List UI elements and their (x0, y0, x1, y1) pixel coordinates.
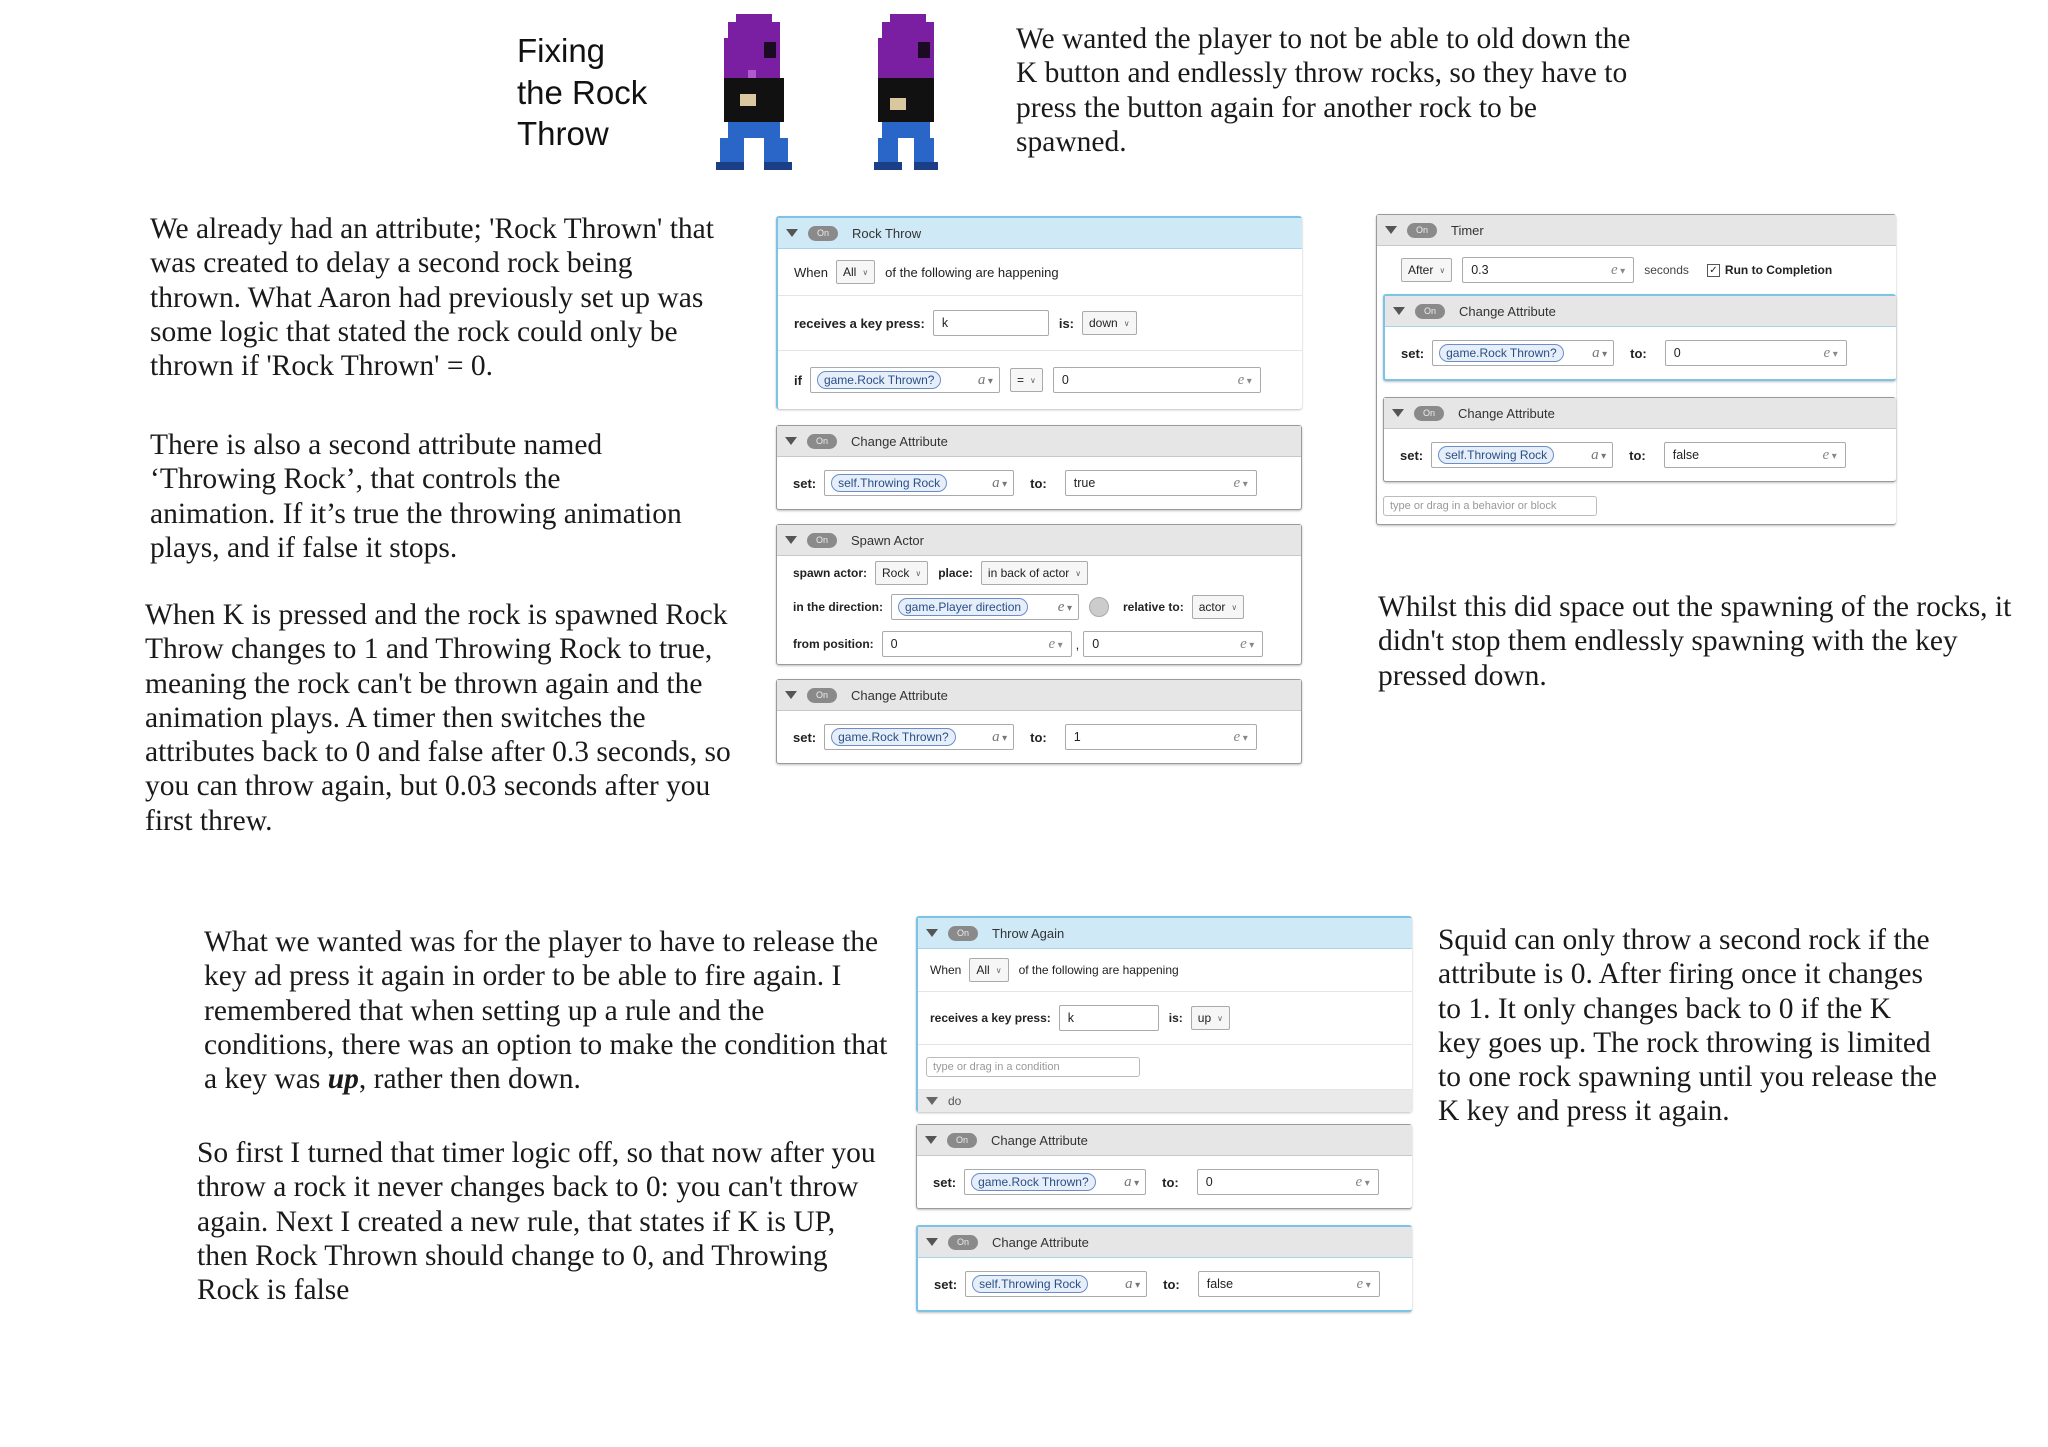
value-input[interactable] (1198, 1271, 1380, 1297)
key-condition-row (778, 296, 1302, 351)
change-attribute-behavior (1383, 397, 1896, 482)
set-label: set: (1400, 447, 1424, 463)
if-row (778, 351, 1302, 409)
value-input[interactable] (1065, 470, 1257, 496)
condition-drop-row (918, 1045, 1412, 1090)
rock-throw-rule (776, 216, 1302, 409)
behavior-drop-input[interactable]: type or drag in a behavior or block (1383, 496, 1597, 516)
collapse-triangle-icon[interactable] (926, 1238, 938, 1246)
direction-label: in the direction: (793, 600, 883, 614)
timer-body (1377, 294, 1896, 516)
key-up-text: What we wanted was for the player to have to release the key ad press it again in order to be able to fire again. I remembered that when setting up a rule and the conditions, there was an option to make the condition that a key was (204, 926, 888, 1096)
expression-icon[interactable]: e ▾ (1234, 729, 1248, 746)
title-line: the Rock (517, 73, 648, 111)
attribute-field[interactable] (1431, 442, 1613, 468)
value-text: 0 (1673, 346, 1681, 360)
squid-sprite-image (862, 14, 954, 176)
change-attribute-behavior (1383, 294, 1896, 381)
set-label: set: (793, 475, 817, 491)
do-label: do (948, 1094, 962, 1108)
key-state-select[interactable]: up ∨ (1191, 1006, 1230, 1030)
emphasis-text: up (327, 1063, 359, 1096)
comma-separator: , (1075, 636, 1080, 652)
summary-paragraph: Squid can only throw a second rock if the attribute is 0. After firing once it changes to 1. It only changes back to 0 if the K key goes up. The rock throwing is limited to one rock spawning until you release the K key and press it again. (1438, 924, 1937, 1128)
all-select[interactable]: All ∨ (836, 260, 875, 284)
behavior-header[interactable] (777, 426, 1301, 457)
set-label: set: (1401, 345, 1425, 361)
behavior-header[interactable] (1385, 296, 1896, 327)
is-label: is: (1058, 315, 1074, 331)
collapse-triangle-icon[interactable] (1393, 307, 1405, 315)
title-line: Throw (517, 115, 609, 152)
behavior-header[interactable] (1384, 398, 1896, 429)
behavior-title[interactable]: Change Attribute (1459, 303, 1556, 319)
key-up-paragraph (204, 925, 894, 1096)
to-label: to: (1629, 447, 1646, 463)
expression-icon[interactable]: e ▾ (1357, 1276, 1371, 1293)
expression-icon[interactable]: e ▾ (1356, 1174, 1370, 1191)
direction-dial-icon[interactable] (1089, 597, 1109, 617)
condition-drop-input[interactable]: type or drag in a condition (926, 1057, 1140, 1077)
position-row (777, 624, 1301, 664)
on-toggle[interactable]: On (947, 1133, 977, 1148)
direction-chip: game.Player direction (898, 598, 1028, 616)
y-value: 0 (1092, 637, 1100, 651)
set-row (1384, 429, 1896, 481)
seconds-label: seconds (1644, 263, 1689, 277)
throw-again-rule (916, 916, 1412, 1112)
when-label: When (930, 963, 962, 977)
timer-panel (1376, 214, 1896, 525)
direction-row (777, 590, 1301, 624)
when-label: When (794, 264, 828, 280)
attribute-menu-icon[interactable]: a ▾ (992, 475, 1007, 492)
set-row (918, 1258, 1412, 1310)
expression-icon[interactable]: e ▾ (1058, 599, 1072, 616)
of-following-label: of the following are happening (885, 264, 1059, 280)
if-label: if (794, 372, 802, 388)
expression-icon[interactable]: e ▾ (1240, 636, 1254, 653)
collapse-triangle-icon[interactable] (1392, 409, 1404, 417)
to-label: to: (1630, 345, 1647, 361)
value-text: 0 (1061, 373, 1069, 387)
behavior-title[interactable]: Change Attribute (851, 687, 948, 703)
set-label: set: (933, 1174, 957, 1190)
behavior-header[interactable] (918, 1227, 1412, 1258)
all-select[interactable]: All ∨ (969, 958, 1008, 982)
attribute-field[interactable] (824, 724, 1014, 750)
spawn-actor-behavior (776, 524, 1302, 665)
rule-title[interactable]: Rock Throw (852, 225, 922, 241)
attribute-menu-icon[interactable]: a ▾ (1591, 447, 1606, 464)
attribute-field[interactable] (1432, 340, 1614, 366)
collapse-triangle-icon[interactable] (785, 691, 797, 699)
attribute-menu-icon[interactable]: a ▾ (978, 372, 993, 389)
timer-behavior (1376, 214, 1896, 525)
run-to-completion-label: Run to Completion (1724, 263, 1833, 277)
new-rule-paragraph: So first I turned that timer logic off, so that now after you throw a rock it never changes back to 0: you can't throw again. Next I created a new rule, that states if K is UP, then Rock Thrown should change to 0, and Throwing Rock is false (197, 1137, 876, 1307)
rule-header[interactable] (918, 918, 1412, 949)
attribute-chip: game.Rock Thrown? (971, 1173, 1096, 1191)
rock-throw-panel (776, 216, 1302, 778)
attribute-menu-icon[interactable]: a ▾ (992, 729, 1007, 746)
place-label: place: (938, 566, 973, 580)
key-input[interactable] (933, 310, 1049, 336)
collapse-triangle-icon[interactable] (1385, 226, 1397, 234)
when-row (778, 249, 1302, 296)
change-attribute-behavior (916, 1225, 1412, 1312)
change-attribute-behavior (776, 679, 1302, 764)
on-toggle[interactable]: On (807, 533, 837, 548)
key-value: k (941, 316, 949, 330)
on-toggle[interactable]: On (808, 226, 838, 241)
title-line: Fixing (517, 32, 606, 69)
collapse-triangle-icon[interactable] (785, 536, 797, 544)
actor-select[interactable]: Rock ∨ (875, 561, 928, 585)
key-input[interactable] (1059, 1005, 1159, 1031)
change-attribute-behavior (776, 425, 1302, 510)
key-up-text-end: , rather then down. (358, 1063, 581, 1096)
relative-select[interactable]: actor ∨ (1192, 595, 1245, 619)
set-row (777, 711, 1301, 763)
spawn-actor-label: spawn actor: (793, 566, 868, 580)
set-label: set: (934, 1276, 958, 1292)
set-row (777, 457, 1301, 509)
behavior-title[interactable]: Change Attribute (851, 433, 948, 449)
attribute-field[interactable] (965, 1271, 1147, 1297)
from-position-label: from position: (793, 637, 874, 651)
on-toggle[interactable]: On (948, 1235, 978, 1250)
collapse-triangle-icon[interactable] (786, 229, 798, 237)
behavior-header[interactable] (917, 1125, 1412, 1156)
behavior-title[interactable]: Change Attribute (992, 1234, 1089, 1250)
collapse-triangle-icon[interactable] (926, 1097, 938, 1105)
do-row[interactable] (918, 1090, 1412, 1112)
value-text: false (1672, 448, 1700, 462)
throw-again-panel (916, 916, 1412, 1326)
attribute-chip: self.Throwing Rock (972, 1275, 1088, 1293)
behavior-title[interactable]: Change Attribute (1458, 405, 1555, 421)
timer-title[interactable]: Timer (1451, 222, 1484, 238)
behavior-header[interactable] (777, 525, 1301, 556)
to-label: to: (1163, 1276, 1180, 1292)
attribute-menu-icon[interactable]: a ▾ (1592, 345, 1607, 362)
on-toggle[interactable]: On (1415, 304, 1445, 319)
rule-title[interactable]: Throw Again (992, 925, 1065, 941)
attribute-chip: game.Rock Thrown? (1439, 344, 1564, 362)
attribute-chip: game.Rock Thrown? (817, 371, 942, 389)
value-text: 1 (1073, 730, 1081, 744)
second-attribute-paragraph: There is also a second attribute named ‘Throwing Rock’, that controls the animation. If it’s true the throwing animation plays, and if false it stops. (150, 429, 682, 564)
on-toggle[interactable]: On (1407, 223, 1437, 238)
place-select[interactable]: in back of actor ∨ (981, 561, 1088, 585)
operator-select[interactable]: = ∨ (1010, 368, 1043, 392)
attribute-field[interactable] (964, 1169, 1146, 1195)
spawn-actor-row (777, 556, 1301, 590)
relative-label: relative to: (1123, 600, 1184, 614)
run-to-completion-checkbox[interactable]: ✓ (1707, 264, 1720, 277)
on-toggle[interactable]: On (948, 926, 978, 941)
when-row (918, 949, 1412, 992)
expression-icon[interactable]: e ▾ (1048, 636, 1062, 653)
to-label: to: (1162, 1174, 1179, 1190)
set-label: set: (793, 729, 817, 745)
behavior-title[interactable]: Change Attribute (991, 1132, 1088, 1148)
page-title (517, 30, 647, 155)
behavior-title[interactable]: Spawn Actor (851, 532, 924, 548)
collapse-triangle-icon[interactable] (785, 437, 797, 445)
attribute-field[interactable] (810, 367, 1000, 393)
change-attribute-behavior (916, 1124, 1412, 1209)
result-paragraph: Whilst this did space out the spawning of the rocks, it didn't stop them endlessly spawning with the key pressed down. (1378, 591, 2012, 692)
timer-settings-row (1377, 246, 1896, 294)
attribute-field[interactable] (824, 470, 1014, 496)
collapse-triangle-icon[interactable] (925, 1136, 937, 1144)
x-value: 0 (890, 637, 898, 651)
attribute-menu-icon[interactable]: a ▾ (1124, 1174, 1139, 1191)
collapse-triangle-icon[interactable] (926, 929, 938, 937)
key-state-select[interactable]: down ∨ (1082, 311, 1137, 335)
set-row (917, 1156, 1412, 1208)
expression-icon[interactable]: e ▾ (1238, 372, 1252, 389)
to-label: to: (1030, 475, 1047, 491)
attribute-chip: self.Throwing Rock (1438, 446, 1554, 464)
value-input[interactable] (1197, 1169, 1379, 1195)
attribute-paragraph: We already had an attribute; 'Rock Thrown' that was created to delay a second rock being thrown. What Aaron had previously set up was some logic that stated the rock could only be thrown if 'Rock Thrown' = 0. (150, 213, 714, 383)
value-text: false (1206, 1277, 1234, 1291)
value-input[interactable] (1065, 724, 1257, 750)
is-label: is: (1168, 1011, 1183, 1025)
attribute-chip: game.Rock Thrown? (831, 728, 956, 746)
of-following-label: of the following are happening (1018, 963, 1179, 977)
key-value: k (1067, 1011, 1075, 1025)
timer-value: 0.3 (1471, 263, 1489, 277)
timer-value-input[interactable] (1462, 257, 1634, 283)
timer-explanation-paragraph: When K is pressed and the rock is spawned Rock Throw changes to 1 and Throwing Rock to true, meaning the rock can't be thrown again and the animation plays. A timer then switches the attributes back to 0 and false after 0.3 seconds, so you can throw again, but 0.03 seconds after you first threw. (145, 599, 731, 837)
receives-key-label: receives a key press: (794, 315, 925, 331)
y-input[interactable] (1083, 631, 1263, 657)
set-row (1385, 327, 1896, 379)
value-text: 0 (1205, 1175, 1213, 1189)
on-toggle[interactable]: On (807, 434, 837, 449)
on-toggle[interactable]: On (807, 688, 837, 703)
expression-icon[interactable]: e ▾ (1234, 475, 1248, 492)
value-input[interactable] (1664, 442, 1846, 468)
timer-mode-select[interactable]: After ∨ (1401, 258, 1452, 282)
value-text: true (1073, 476, 1096, 490)
direction-field[interactable] (891, 594, 1079, 620)
key-condition-row (918, 992, 1412, 1045)
attribute-chip: self.Throwing Rock (831, 474, 947, 492)
intro-paragraph: We wanted the player to not be able to old down the K button and endlessly throw rocks, so they have to press the button again for another rock to be spawned. (1016, 23, 1631, 158)
squid-sprite-image (712, 14, 804, 176)
value-input[interactable] (1053, 367, 1261, 393)
x-input[interactable] (882, 631, 1072, 657)
attribute-menu-icon[interactable]: a ▾ (1125, 1276, 1140, 1293)
value-input[interactable] (1665, 340, 1847, 366)
to-label: to: (1030, 729, 1047, 745)
rule-header[interactable] (778, 218, 1302, 249)
expression-icon[interactable]: e ▾ (1824, 345, 1838, 362)
receives-key-label: receives a key press: (930, 1011, 1051, 1025)
expression-icon[interactable]: e ▾ (1611, 262, 1625, 279)
expression-icon[interactable]: e ▾ (1823, 447, 1837, 464)
behavior-header[interactable] (777, 680, 1301, 711)
on-toggle[interactable]: On (1414, 406, 1444, 421)
timer-header[interactable] (1377, 215, 1896, 246)
